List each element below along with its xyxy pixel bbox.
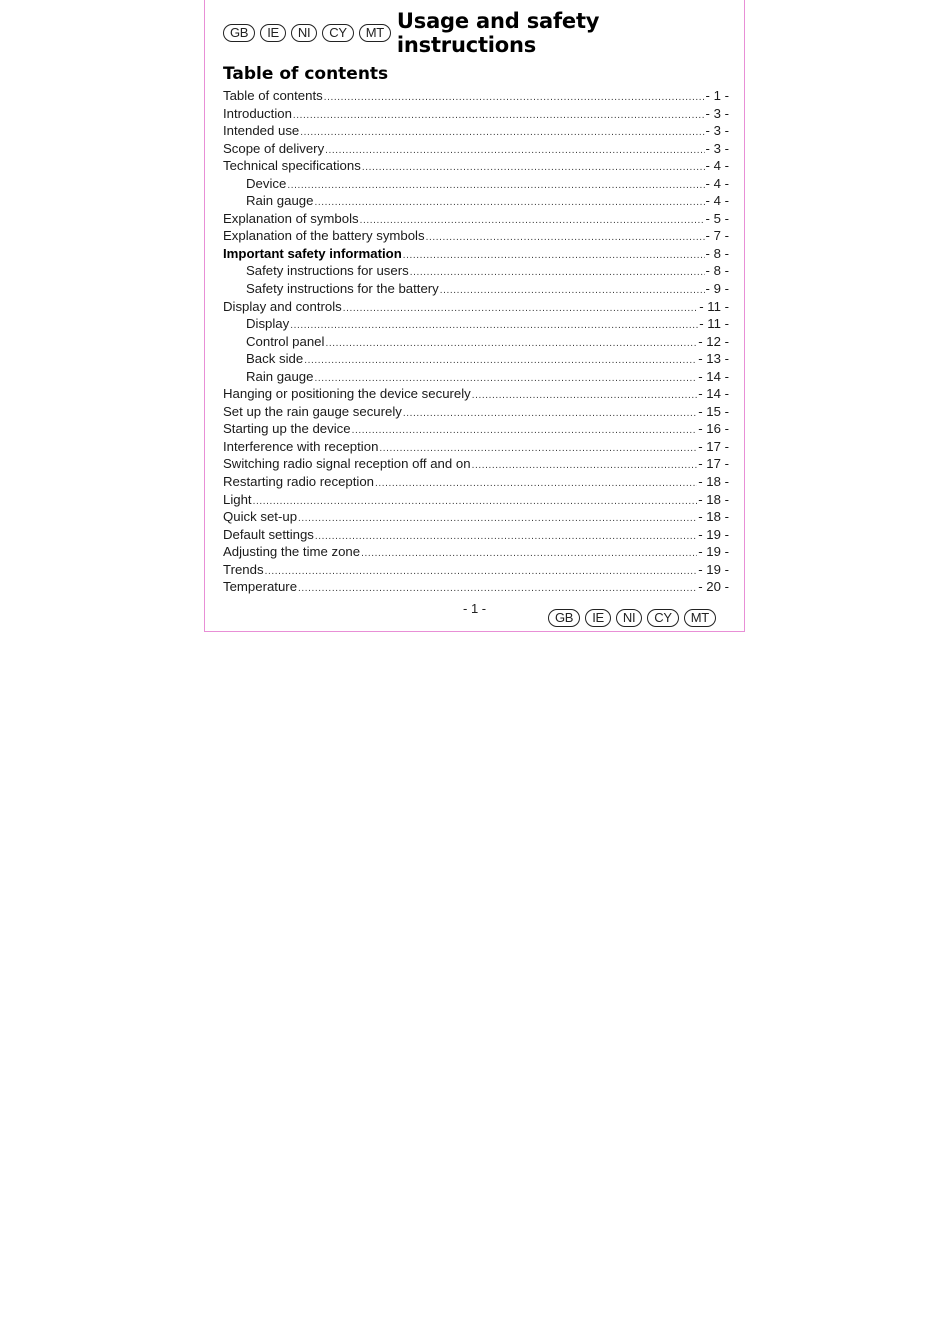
toc-entry[interactable] [223,175,729,193]
toc-entry-page: - 7 - [705,228,729,244]
dot-leader [300,124,704,142]
toc-entry-label: Intended use [223,123,300,139]
toc-entry-page: - 14 - [698,368,729,384]
toc-entry-label: Back side [246,351,304,367]
country-badge-ie: IE [260,24,286,42]
toc-entry-page: - 11 - [699,298,729,314]
toc-entry-page: - 8 - [705,263,729,279]
toc-entry[interactable] [223,455,729,473]
toc-entry-page: - 9 - [705,281,729,297]
dot-leader [362,159,705,177]
toc-entry-label: Adjusting the time zone [223,544,361,560]
toc-entry-label: Interference with reception [223,438,379,454]
toc-entry-page: - 17 - [698,456,729,472]
toc-entry-label: Control panel [246,333,325,349]
toc-entry-label: Explanation of the battery symbols [223,228,425,244]
toc-entry-label: Important safety information [223,245,402,261]
dot-leader [403,405,697,423]
toc-entry-page: - 4 - [705,193,729,209]
toc-entry-page: - 4 - [705,175,729,191]
toc-entry[interactable] [223,403,729,421]
toc-entry-page: - 11 - [699,316,729,332]
toc-entry[interactable] [223,227,729,245]
toc-entry[interactable] [223,491,729,509]
toc-entry-label: Scope of delivery [223,140,325,156]
toc-entry-page: - 3 - [705,123,729,139]
dot-leader [440,282,705,300]
toc-entry-page: - 19 - [698,561,729,577]
toc-entry-page: - 3 - [705,140,729,156]
dot-leader [426,229,705,247]
toc-entry-label: Safety instructions for users [246,263,409,279]
toc-entry-page: - 15 - [698,403,729,419]
toc-entry-label: Hanging or positioning the device securely [223,386,471,402]
toc-entry[interactable] [223,315,729,333]
toc-entry-label: Introduction [223,105,292,121]
page-header [223,9,744,57]
toc-entry-label: Starting up the device [223,421,351,437]
toc-entry-page: - 1 - [705,88,729,103]
toc-entry-label: Display [246,316,290,332]
toc-entry-page: - 13 - [698,351,729,367]
dot-leader [315,528,697,546]
country-badge-cy: CY [647,609,678,627]
toc-entry-label: Restarting radio reception [223,474,375,490]
toc-entry-label: Temperature [223,579,298,595]
toc-entry-label: Rain gauge [246,368,314,384]
toc-entry[interactable] [223,350,729,368]
toc-entry-page: - 8 - [705,245,729,261]
dot-leader [324,89,705,107]
toc-entry-page: - 16 - [698,421,729,437]
dot-leader [253,493,698,511]
toc-entry-label: Table of contents [223,88,323,103]
toc-entry-label: Trends [223,561,264,577]
toc-entry[interactable] [223,210,729,228]
toc-entry-page: - 20 - [698,579,729,595]
toc-entry-label: Light [223,491,252,507]
country-badge-gb: GB [223,24,255,42]
country-badge-gb: GB [548,609,580,627]
country-badge-mt: MT [684,609,716,627]
dot-leader [304,352,697,370]
toc-entry[interactable] [223,420,729,438]
country-badge-ie: IE [585,609,611,627]
toc-entry-page: - 12 - [698,333,729,349]
dot-leader [343,300,698,318]
toc-entry-page: - 4 - [705,158,729,174]
table-of-contents [223,87,729,596]
dot-leader [290,317,698,335]
toc-entry-label: Explanation of symbols [223,210,359,226]
toc-entry[interactable] [223,140,729,158]
footer-country-badges [548,609,716,627]
toc-entry[interactable] [223,508,729,526]
toc-entry[interactable] [223,105,729,123]
toc-entry[interactable] [223,368,729,386]
toc-entry[interactable] [223,157,729,175]
toc-entry-page: - 19 - [698,544,729,560]
dot-leader [352,422,698,440]
toc-entry-page: - 17 - [698,438,729,454]
toc-entry[interactable] [223,543,729,561]
toc-entry[interactable] [223,298,729,316]
dot-leader [361,545,697,563]
toc-entry[interactable] [223,122,729,140]
toc-entry[interactable] [223,385,729,403]
dot-leader [293,107,705,125]
country-badge-mt: MT [359,24,391,42]
toc-entry-page: - 18 - [698,509,729,525]
page-number: - 1 - [463,601,487,616]
toc-entry-page: - 3 - [705,105,729,121]
toc-entry-label: Switching radio signal reception off and on [223,456,471,472]
dot-leader [410,264,705,282]
country-badge-ni: NI [291,24,317,42]
document-title: Usage and safety instructions [396,9,600,57]
toc-entry-label: Default settings [223,526,314,542]
dot-leader [403,247,705,265]
toc-entry-label: Set up the rain gauge securely [223,403,402,419]
toc-entry-page: - 19 - [698,526,729,542]
toc-heading: Table of contents [223,64,389,84]
country-badges [223,24,391,42]
toc-entry-label: Device [246,175,287,191]
dot-leader [472,387,697,405]
country-badge-ni: NI [616,609,642,627]
toc-entry-page: - 18 - [698,491,729,507]
dot-leader [314,194,704,212]
toc-entry-page: - 5 - [705,210,729,226]
country-badge-cy: CY [322,24,353,42]
document-page [204,0,745,632]
dot-leader [325,142,704,160]
toc-entry[interactable] [223,526,729,544]
dot-leader [298,510,697,528]
toc-entry[interactable] [223,245,729,263]
dot-leader [325,335,697,353]
toc-entry[interactable] [223,561,729,579]
dot-leader [298,580,697,598]
dot-leader [265,563,698,581]
toc-entry-label: Quick set-up [223,509,298,525]
toc-entry-label: Rain gauge [246,193,314,209]
dot-leader [375,475,697,493]
toc-entry[interactable] [223,87,729,105]
toc-entry[interactable] [223,262,729,280]
toc-entry-label: Display and controls [223,298,342,314]
toc-entry[interactable] [223,192,729,210]
toc-entry[interactable] [223,333,729,351]
toc-entry-label: Safety instructions for the battery [246,281,439,297]
toc-entry[interactable] [223,473,729,491]
toc-entry[interactable] [223,280,729,298]
toc-entry-page: - 18 - [698,474,729,490]
toc-entry-page: - 14 - [698,386,729,402]
dot-leader [472,457,698,475]
dot-leader [287,177,704,195]
toc-entry[interactable] [223,578,729,596]
toc-entry[interactable] [223,438,729,456]
toc-entry-label: Technical specifications [223,158,361,174]
